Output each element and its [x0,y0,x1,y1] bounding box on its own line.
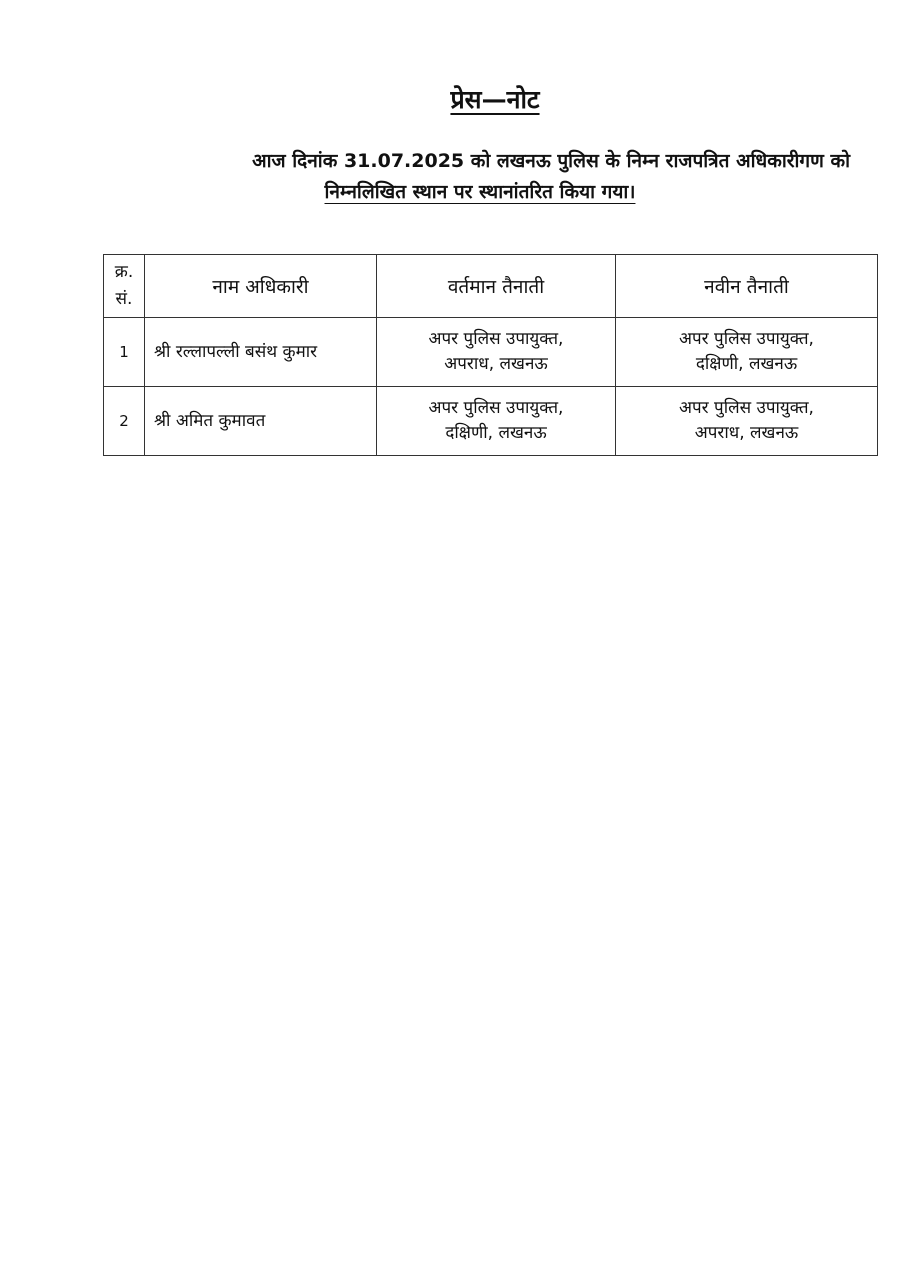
header-current-posting: वर्तमान तैनाती [377,255,616,318]
serial-number-cell: 1 [104,318,145,387]
serial-number-cell: 2 [104,387,145,456]
table-row [104,387,878,456]
header-serial-line-2: सं. [115,289,133,309]
current-posting-cell [377,318,616,387]
intro-line-2: निम्नलिखित स्थान पर स्थानांतरित किया गया। [324,181,636,203]
current-posting-line-2: दक्षिणी, लखनऊ [445,423,547,443]
current-posting-line-1: अपर पुलिस उपायुक्त, [428,398,564,418]
new-posting-cell [616,318,878,387]
officer-name-cell: श्री रल्लापल्ली बसंथ कुमार [145,318,377,387]
header-serial-line-1: क्र. [114,262,134,282]
current-posting-line-1: अपर पुलिस उपायुक्त, [428,329,564,349]
new-posting-line-2: अपराध, लखनऊ [694,423,799,443]
intro-line-1: आज दिनांक 31.07.2025 को लखनऊ पुलिस के निम्न राजपत्रित अधिकारीगण को [252,150,850,172]
table-row [104,318,878,387]
header-new-posting: नवीन तैनाती [616,255,878,318]
transfer-table [103,254,878,456]
document-title [0,82,904,116]
header-officer-name: नाम अधिकारी [145,255,377,318]
intro-paragraph [110,146,850,208]
officer-name-cell: श्री अमित कुमावत [145,387,377,456]
new-posting-line-1: अपर पुलिस उपायुक्त, [679,398,814,418]
new-posting-line-1: अपर पुलिस उपायुक्त, [679,329,814,349]
current-posting-cell [377,387,616,456]
new-posting-cell [616,387,878,456]
header-serial-number [104,255,145,318]
document-title-text: प्रेस—नोट [450,85,540,114]
new-posting-line-2: दक्षिणी, लखनऊ [695,354,798,374]
current-posting-line-2: अपराध, लखनऊ [444,354,548,374]
table-header-row [104,255,878,318]
